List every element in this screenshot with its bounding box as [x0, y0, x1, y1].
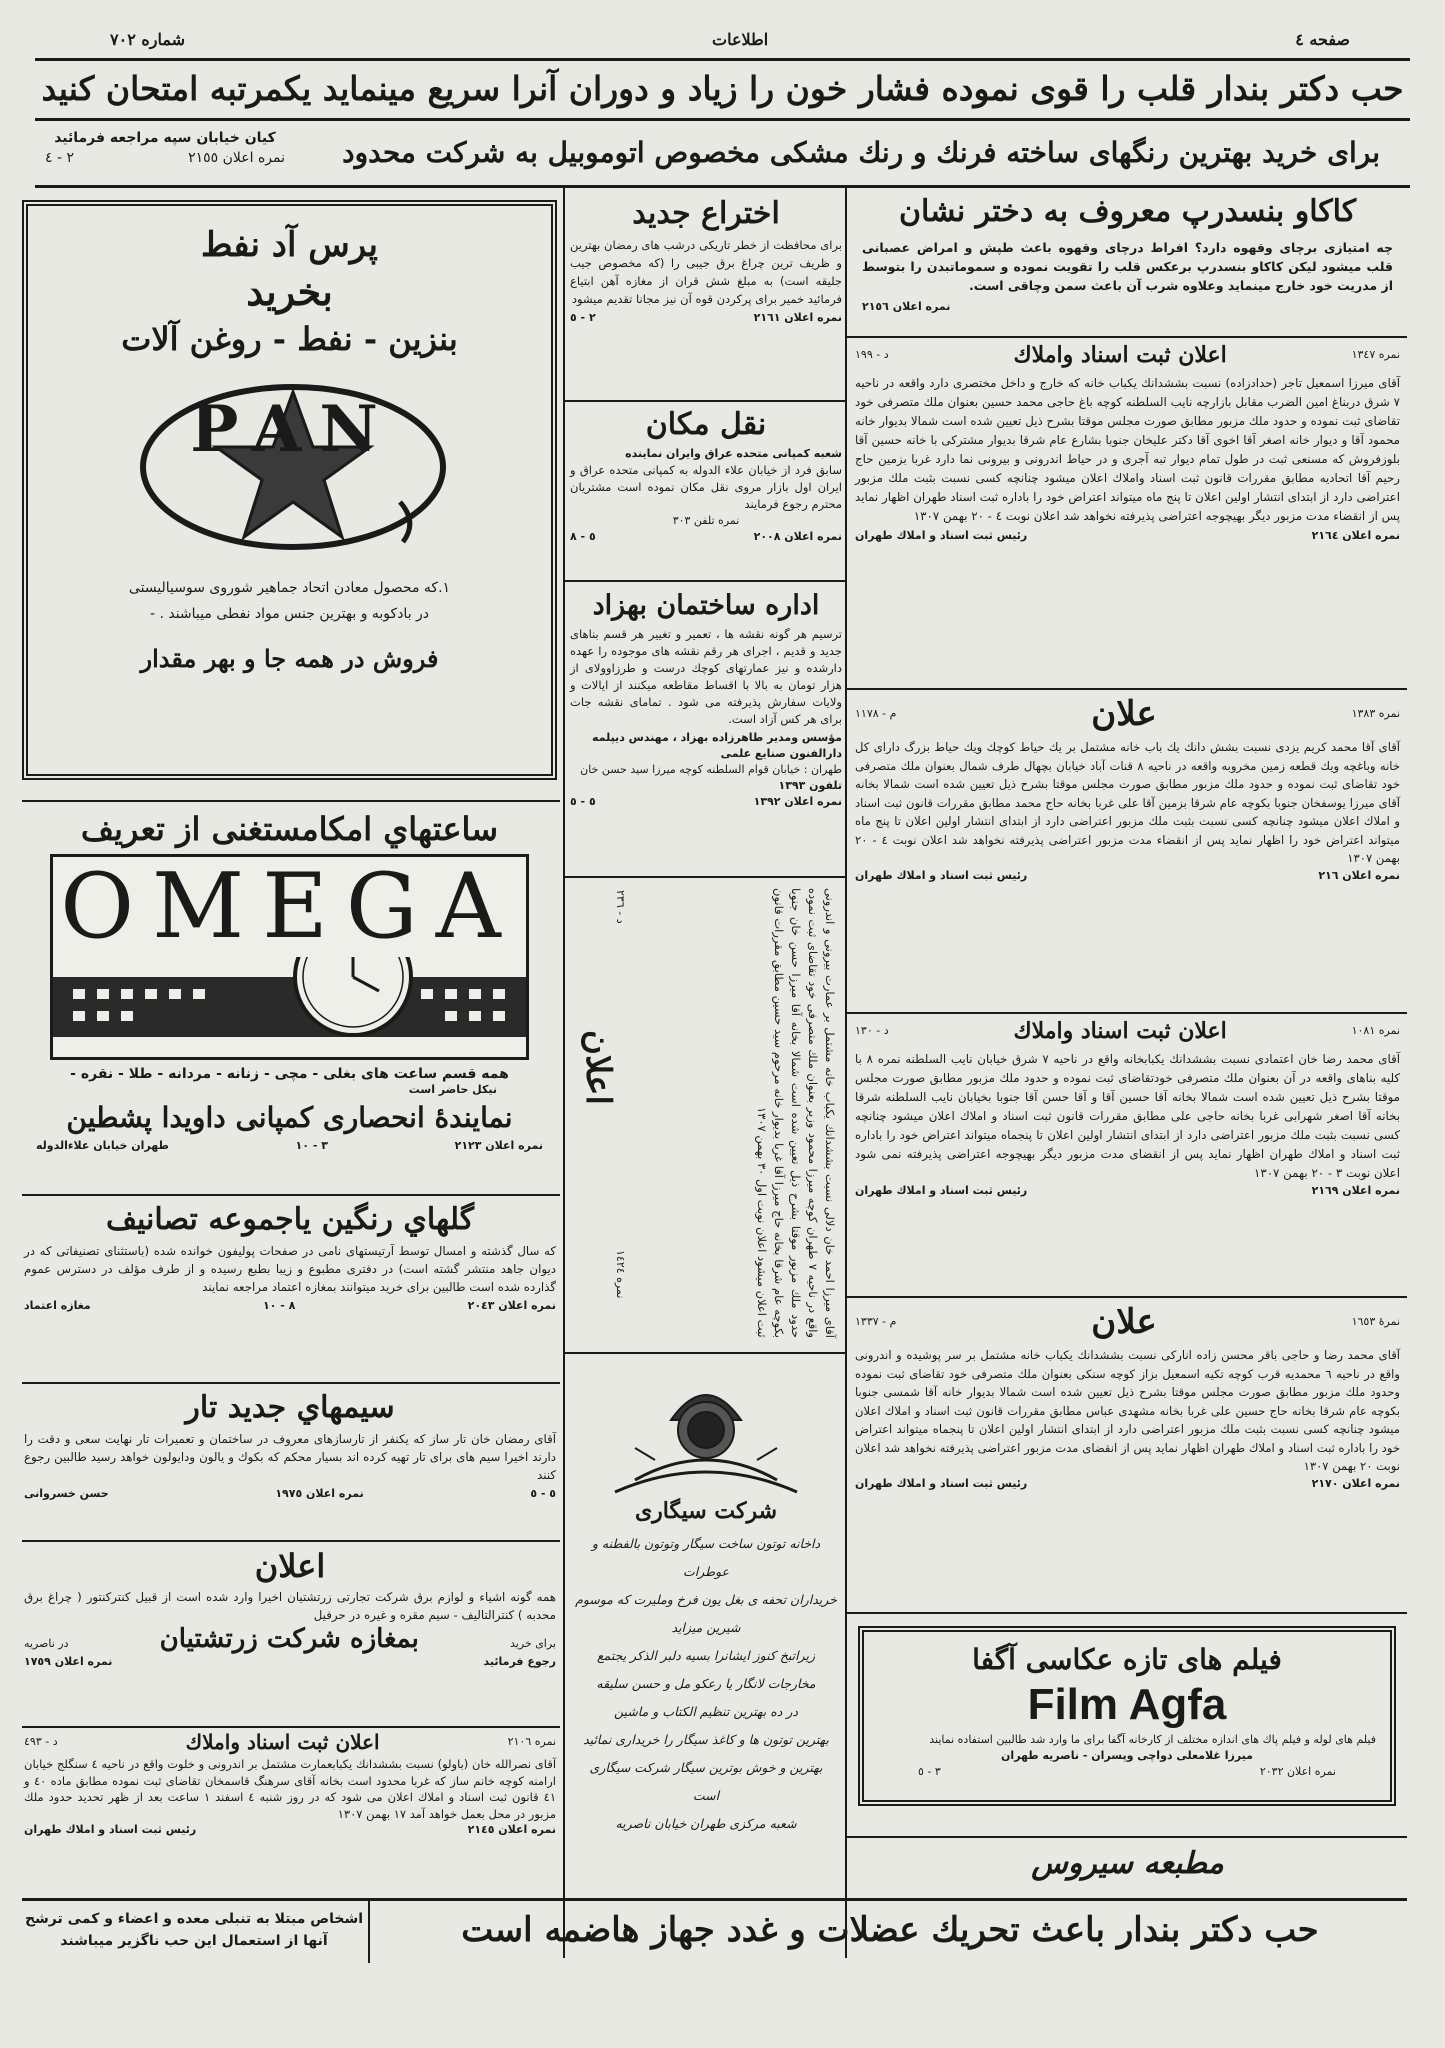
bottom-banner: حب دكتر بندار باعث تحريك عضلات و غدد جهاز هاضمه است	[461, 1910, 1319, 1950]
behzad-adno: نمره اعلان ١٣٩٢	[753, 795, 842, 808]
elan-1653-head	[855, 1302, 1400, 1342]
move-foot	[570, 529, 842, 545]
bottom-side-note	[24, 1908, 364, 1952]
top-banner: حب دكتر بندار قلب را قوى نموده فشار خون را زياد و دوران آنرا سريع مينمايد يكمرتبه امتحان كنيد	[41, 69, 1404, 108]
agfa-adno: نمره اعلان ٢٠٣٢	[1259, 1765, 1336, 1778]
registry-1081-foot	[855, 1183, 1400, 1199]
pan-line-2: بخريد	[246, 269, 333, 314]
omega-banner	[50, 854, 529, 1060]
sigari-line: بهترين و خوش بوترين سيگار شركت سيگارى است	[589, 1760, 823, 1803]
elan-1383-no: نمره ١٣٨٣	[1351, 707, 1400, 720]
zartoshtian-shop: بمغازه شركت زرتشتيان	[159, 1624, 419, 1654]
newspaper-name: اطلاعات	[712, 30, 769, 49]
elan-1383-foot	[855, 868, 1400, 884]
sigari-line: مخارجات لانگار يا رعكو مل و حسن سليقه	[596, 1676, 816, 1691]
registry-1347-code: د - ١٩٩	[855, 348, 889, 361]
agfa-body: فيلم هاى لوله و فيلم پاك هاى اندازه مختلف از كارخانه آگفا براى ما وارد شد طالبين استفاده نمايند	[929, 1733, 1376, 1746]
registry-2106-foot	[24, 1822, 556, 1838]
invention-run: ٢ - ٥	[570, 311, 596, 324]
registry-1081-code: د - ١٣٠	[855, 1024, 889, 1037]
agfa-seller: ميرزا غلامعلى دواچى وپسران - ناصريه طهران	[1001, 1749, 1253, 1762]
flowers-foot	[24, 1298, 556, 1314]
omega-ad	[22, 806, 557, 1154]
omega-agent: نمايندهٔ انحصارى كمپانى داويدا پشطين	[66, 1101, 513, 1134]
omega-factory-icon	[53, 957, 526, 1053]
col-rule-2	[845, 188, 847, 1958]
agfa-headline: فيلم هاى تازه عكاسى آگفا	[972, 1643, 1282, 1676]
flowers-ad	[24, 1198, 556, 1314]
sigari-lines	[575, 1530, 837, 1838]
agfa-ad	[858, 1626, 1396, 1806]
registry-1347-no: نمره ١٣٤٧	[1351, 348, 1400, 361]
move-title: نقل مكان	[645, 407, 767, 442]
elan-1653	[855, 1302, 1400, 1492]
rule-l2	[22, 1194, 560, 1196]
move-subtitle: شعبه كمپانى متحده عراق وايران نماينده	[625, 447, 842, 460]
rule-m2	[565, 580, 845, 582]
omega-address: طهران خيابان علاءالدوله	[36, 1139, 169, 1152]
registry-1347-foot	[855, 528, 1400, 544]
printer-name: مطبعه سيروس	[1031, 1846, 1224, 1881]
rule-l1	[22, 800, 560, 802]
vertical-ad-no: نمره ١٤٢٤	[614, 1250, 627, 1299]
registry-ad-1347	[855, 342, 1400, 544]
registry-1081-head	[855, 1018, 1400, 1044]
zartoshtian-shop-row	[24, 1624, 556, 1654]
registry-1347-title: اعلان ثبت اسناد واملاك	[1013, 342, 1227, 368]
second-banner-adno: نمره اعلان ٢١٥٥	[188, 150, 285, 166]
omega-nickel: نيكل حاضر است	[408, 1083, 497, 1096]
bottom-divider	[368, 1901, 370, 1963]
vertical-ad-body: آقاى ميرزا احمد خان دلالى نسبت بششدانك يكباب خانه مشتمل بر عمارت بيرونى و اندرونى واقع در ناحيه ٧ طهران كوچه ميرزا محمود وزير بعنوان ملك متصرفى خود تقاضاى ثبت نموده حدود ملك مزبور موقتا بشرح ذيل تعيين شده است شمالا بخانه آقا ميرزا حسن خان جنوبا بكوچه عام شرقا بخانه حاج ميرزا آقا غربا بديوار خانه مرحوم سيد حسين مطابق مقررات قانون ثبت اعلان ميشود اعلان نوبت اول ٣٠ بهمن ١٣٠٧	[755, 888, 837, 1338]
sigari-ad	[575, 1360, 837, 1950]
col-rule-1	[563, 188, 565, 1958]
registry-2106-title: اعلان ثبت اسناد واملاك	[185, 1730, 380, 1754]
behzad-ad	[570, 586, 842, 810]
pan-caption-2: در بادكوبه و بهترين جنس مواد نفطى ميباشند . -	[149, 606, 430, 622]
registry-1347-body: آقاى ميرزا اسمعيل تاجر (حدادزاده) نسبت بششدانك يكباب خانه كه خارج و داخل مختصرى دارد واقعه در ناحيه ٧ شرق دربناغ امين الضرب مقابل بازارچه نايب السلطنه كوچه باغ حاجى محمد حسين بعنوان ملك متصرفى خود تقاضاى ثبت نموده و حدود ملك مزبور مطابق صورت مجلس موقتا بشرح ذيل تعيين شده است شمالا بديوار خانه محمود آقا و ديوار خانه اصغر آقا اخوى آقا دكتر عليخان جنوبا بشارع عام شرقا بديوار مشتركى با خانه حسين آقا بلوزفروش كه مسنعى ثبت در طول تمام ديوار تبه آجرى و در حياط اندرونى و بيرونى نما دارد غربا بزمين حاج رحيم آقا اتحاديه مطابق مقررات قانون ثبت اسناد واملاك اعلان ميشود چنانچه كسى نسبت بثبت ملك مزبور اعتراضى دارد از ابتداى انتشار اولين اعلان تا پنج ماه ميتواند اعتراض خود را باداره ثبت اسناد طهران اظهار نمايد پس از انقضاء مدت مزبور ديگر بهيچوجه اعتراضى پذيرفته نخواهد شد اعلان نوبت ٤ - ٢٠ بهمن ١٣٠٧	[855, 376, 1400, 523]
elan-1383-signature: رئيس ثبت اسناد و املاك طهران	[855, 868, 1028, 882]
sigari-line: بهترين توتون ها و كاغذ سيگار را خريدارى نمائيد	[583, 1732, 829, 1747]
rule-r1	[847, 336, 1407, 338]
sigari-emblem-text: شركت سيگارى	[634, 1498, 778, 1524]
tar-foot	[24, 1486, 556, 1502]
tar-ad	[24, 1386, 556, 1502]
registry-1081-no: نمره ١٠٨١	[1351, 1024, 1400, 1037]
elan-1653-signature: رئيس ثبت اسناد و املاك طهران	[855, 1476, 1028, 1490]
omega-adno: نمره اعلان ٢١٢٣	[454, 1139, 543, 1152]
tar-signer: حسن خسروانى	[24, 1487, 109, 1500]
flowers-run: ٨ - ١٠	[262, 1299, 296, 1312]
pan-logo-text: PAN	[190, 392, 396, 467]
second-banner-run: ٢ - ٤	[45, 150, 75, 166]
pan-line-1: پرس آد نفط	[201, 225, 378, 265]
elan-1653-code: م - ١٣٣٧	[855, 1315, 897, 1328]
rule-r2	[847, 688, 1407, 690]
invention-ad	[570, 192, 842, 326]
flowers-shop: مغازه اعتماد	[24, 1299, 91, 1312]
pan-footer: فروش در همه جا و بهر مقدار	[140, 644, 439, 673]
omega-types: همه قسم ساعت هاى بغلى - مچى - زنانه - مردانه - طلا - نقره -	[70, 1066, 509, 1082]
behzad-body: ترسيم هر گونه نقشه ها ، تعمير و تغيير هر قسم بناهاى جديد و قديم ، اجراى هر رقم نقشه هاى موجوده را عهده دارشده و نيز عمارتهاى كوچك درست و طرزاوولاى از هزار تومان به بالا با اقساط مقاطعه ميكنند از ايالات و ولايات سفارش پذيرفته مى شود . تماماى نقشه جات براى هر كس آزاد است.	[570, 627, 842, 726]
behzad-address: طهران : خيابان قوام السلطنه كوچه ميرزا سيد حسن خان	[580, 763, 842, 776]
elan-1653-no: نمرهٔ ١٦٥٣	[1351, 1315, 1400, 1328]
second-banner-meta-row	[45, 148, 285, 168]
elan-1383-body: آقاى آقا محمد كريم يزدى نسبت بشش دانك يك باب خانه مشتمل بر يك حياط كوچك ويك حياط بزرگ دارای كل خانه وباغچه ويك قطعه زمين مخروبه واقعه در ناحيه ٨ قنات آباد خيابان بچهال طرف شمال بعنوان ملك متصرفى خود تقاضاى ثبت نموده و حدود ملك مزبور مطابق صورت مجلس موقتا بشرح ذيل تعيين شده است شمالا بخانه آقاى ميرزا يوسفخان جنوبا بكوچه عام شرقا بزمين آقا على غربا بخانه حاج محمد مطابق مقررات قانون ثبت اسناد و املاك اعلان ميشود چنانچه كسى نسبت بثبت ملك مزبور اعتراضى دارد از ابتداى انتشار اولين اعلان تا پنج ماه ميتواند اعتراض خود را اظهار نمايد پس از انقضاء مدت مزبور اعتراضى پذيرفته نخواهد شد اعلان نوبت ٤ - ٢٠ بهمن ١٣٠٧	[855, 740, 1400, 865]
registry-1347-signature: رئيس ثبت اسناد و املاك طهران	[855, 529, 1028, 542]
elan-1653-body: آقاى محمد رضا و حاجى باقر محسن زاده انارکی نسبت بششدانك يكباب خانه مشتمل بر سر پوشيده و اندرونى واقع در ناحيه ٦ محمديه قرب كوچه تكيه اسمعيل بزاز كوچه سنكى بعنوان ملك متصرفى خود تقاضاى ثبت نموده وحدود ملك مزبور مطابق صورت مجلس موقتا بشرح ذيل تعيين شده است شمالا بديوار خانه آقا شمسى جنوبا بكوچه عام شرقا بخانه حاج حسين على غربا بخانه مشهدى عباس مطابق مقررات قانون ثبت اسناد و املاك اعلان ميشود چنانچه كسى نسبت بثبت ملك مزبور اعتراضى دارد از ابتداى انتشار اولين اعلان تا پنجماه ميتواند اعتراض خود را باداره ثبت اسناد و املاك طهران اظهار نمايد پس از انقضاى مدت مزبور اعتراضى پذيرفته نخواهد شد اعلان نوبت ٢٠ بهمن ١٣٠٧	[855, 1348, 1400, 1473]
rule-r3	[847, 1012, 1407, 1014]
move-adno: نمره اعلان ٢٠٠٨	[753, 530, 842, 543]
registry-ad-1081	[855, 1018, 1400, 1199]
move-ad	[570, 404, 842, 545]
agfa-foot	[878, 1764, 1376, 1780]
tar-body: آقاى رمضان خان تار ساز كه يكنفر از تارسازهاى معروف در ساختمان و تعميرات تار نهايت سعى و دقت را دارند اخيرا سيم هاى براى تار تهيه كرده اند بسيار محكم كه بكوك و يالون ودايولون خواهد رسيد طالبين رجوع كنند	[24, 1432, 556, 1482]
omega-brand: OMEGA	[60, 854, 519, 959]
cacao-ad	[850, 190, 1405, 315]
sigari-line: داخانه توتون ساخت سيگار وتوتون بالفطنه و عوطرات	[591, 1536, 821, 1579]
second-banner: براى خريد بهترين رنگهاى ساخته فرنك و رنك مشكى مخصوص اتوموبيل به شركت محدود	[342, 136, 1380, 169]
zartoshtian-adno: نمره اعلان ١٧٥٩	[24, 1655, 113, 1668]
banner-rule-2	[35, 185, 1410, 188]
invention-foot	[570, 310, 842, 326]
zartoshtian-ad	[24, 1544, 556, 1670]
omega-foot	[22, 1138, 557, 1154]
invention-adno: نمره اعلان ٢١٦١	[753, 311, 842, 324]
rule-m3	[565, 876, 845, 878]
tar-adno: نمره اعلان ١٩٧٥	[275, 1487, 364, 1500]
rule-m1	[565, 400, 845, 402]
sigari-line: شعبه مركزى طهران خيابان ناصريه	[615, 1816, 797, 1831]
vertical-ad-code: د - ٢٣٦	[614, 890, 627, 924]
sigari-line: در ده بهترين تنظيم الكتاب و ماشين	[614, 1704, 798, 1719]
zartoshtian-foot	[24, 1654, 556, 1670]
registry-2106-body: آقاى نصرالله خان (باولو) نسبت بششدانك يكبابعمارت مشتمل بر اندرونى و خلوت واقع در ناحيه ٤ سنگلج خيابان ارامنه كوچه خانم ساز كه غربا محدود است بخانه آقاى سرهنگ قاسمخان تقاضاى ثبت نموده مطابق ماده ٤٠ و ٤١ قانون ثبت اسناد و املاك اعلان مى شود كه در روز شنبه ٤ اسفند ١ ساعت بعد از ظهر تحديد حدود ملك مزبور در محل بعمل خواهد آمد ١٧ بهمن ١٣٠٧	[24, 1757, 557, 1821]
registry-2106-no: نمره ٢١٠٦	[507, 1735, 556, 1748]
tar-run: ٥ - ٥	[530, 1487, 556, 1500]
second-banner-meta	[45, 128, 285, 168]
registry-1081-title: اعلان ثبت اسناد واملاك	[1013, 1018, 1227, 1044]
page-number: صفحه ٤	[1295, 30, 1350, 49]
cacao-title: كاكاو بنسدرپ معروف به دختر نشان	[898, 194, 1357, 229]
elan-1653-title: علان	[1091, 1302, 1157, 1342]
crown-emblem-icon	[575, 1360, 837, 1500]
omega-headline: ساعتهاي امكامستغنى از تعريف	[80, 810, 499, 848]
sigari-line: خريداران تحفه ى بغل يون فرخ ومليرت كه موسوم شيرين ميزايد	[575, 1592, 837, 1635]
vertical-ad-title: اعلان	[578, 1030, 618, 1105]
registry-1081-adno: نمره اعلان ٢١٦٩	[1311, 1184, 1400, 1197]
registry-2106-head	[24, 1730, 556, 1754]
zartoshtian-suffix: در ناصريه	[24, 1637, 69, 1650]
page-header	[110, 30, 1350, 49]
rule-m4	[565, 1352, 845, 1354]
omega-run: ٣ - ١٠	[295, 1139, 328, 1152]
behzad-run: ٥ - ٥	[570, 795, 596, 808]
registry-1081-signature: رئيس ثبت اسناد و املاك طهران	[855, 1184, 1028, 1197]
registry-2106-adno: نمره اعلان ٢١٤٥	[467, 1823, 556, 1836]
move-run: ٥ - ٨	[570, 530, 596, 543]
registry-1347-adno: نمره اعلان ٢١٦٤	[1311, 529, 1400, 542]
flowers-adno: نمره اعلان ٢٠٤٣	[467, 1299, 556, 1312]
elan-1383-head	[855, 694, 1400, 734]
pan-ad	[22, 200, 557, 780]
rule-r5	[847, 1612, 1407, 1614]
behzad-owner: مؤسس ومدير طاهرزاده بهزاد ، مهندس ديپلمه دارالفنون صنايع علمى	[592, 731, 842, 760]
pan-caption-1: ١.كه محصول معادن اتحاد جماهير شوروى سوسياليستى	[128, 580, 451, 596]
move-phone: نمره تلفن ٣٠٣	[672, 514, 740, 527]
registry-2106-signature: رئيس ثبت اسناد و املاك طهران	[24, 1823, 197, 1836]
behzad-title: اداره ساختمان بهزاد	[592, 590, 820, 621]
behzad-phone: تلفون ١٣٩٣	[778, 779, 842, 792]
flowers-body: كه سال گذشته و امسال توسط آرتيستهاى نامى در صفحات پولیفون خوانده شده (باستثناى تصنيفاتى كه در ديوان جاهد منتشر گشته است) در دفترى مطبوع و زيبا بطبع رسيده و از طرف مؤلف در دسترس عموم گذارده شده است طالبين براى خريد ميتوانند بمغازه اعتماد مراجعه نمايند	[24, 1244, 556, 1294]
elan-1383-title: علان	[1091, 694, 1157, 734]
pan-logo	[48, 372, 531, 562]
agfa-run: ٣ - ٥	[918, 1765, 941, 1778]
elan-1653-foot	[855, 1476, 1400, 1492]
elan-1383-adno: نمره اعلان ٢١٦	[1318, 868, 1400, 882]
rule-r4	[847, 1296, 1407, 1298]
zartoshtian-prefix: براى خريد	[510, 1637, 556, 1650]
bottom-note-2: آنها از استعمال اين حب ناگزير ميباشند	[60, 1933, 328, 1949]
rule-l3	[22, 1382, 560, 1384]
registry-1347-head	[855, 342, 1400, 368]
second-banner-address: كيان خيابان سپه مراجعه فرمائيد	[54, 130, 276, 146]
registry-2106-code: د - ٤٩٣	[24, 1735, 58, 1748]
flowers-title: گلهاي رنگين ياجموعه تصانيف	[105, 1202, 475, 1237]
zartoshtian-title: اعلان	[254, 1547, 326, 1585]
zartoshtian-note: رجوع فرمائيد	[483, 1655, 556, 1668]
invention-body: براى محافظت از خطر تاريكى درشب هاى رمضان بهترين و ظريف ترين چراغ برق جيبى را (كه مخصوص جيب جليقه است) به مبلغ شش قران از مغازه آهن ابتياع فرمائيد خمير براى پركردن قوه آن نيز مجانا تقديم ميشود	[570, 238, 842, 306]
registry-ad-2106	[24, 1730, 556, 1838]
issue-number: شماره ٧٠٢	[110, 30, 185, 49]
invention-title: اختراع جديد	[632, 196, 780, 231]
header-rule	[35, 58, 1410, 61]
behzad-foot	[570, 794, 842, 810]
pan-line-3: بنزين - نفط - روغن آلات	[121, 320, 458, 358]
sigari-line: زيراتبخ كنوز ايشانرا بسيه دلبر الذكر يجتمع	[596, 1648, 816, 1663]
elan-1383-code: م - ١١٧٨	[855, 707, 897, 720]
cacao-body: چه امتيازى برچاى وقهوه دارد؟ افراط درچاى وقهوه باعث طپش و امراض عصبانى قلب ميشود ليكن كاكاو بنسدرپ برعكس قلب را تقويت نموده و سموماتبدن را بتوسط از مدريت خود خارج مينمايد وعلاوه شرب آن باعث سمن وچاقى است.	[862, 240, 1393, 293]
bottom-note-1: اشخاص مبتلا به تنبلى معده و اعضاء و كمى ترشح	[24, 1911, 364, 1927]
zartoshtian-body: همه گونه اشياء و لوازم برق شركت تجارتى زرتشتيان اخيرا وارد شده است از قبيل كنتركنتور ( چراغ برق محدبه ) كنترالتاليف - سيم مقره و غيره در حرفيل	[24, 1590, 556, 1622]
rule-l4	[22, 1540, 560, 1542]
bottom-rule	[22, 1898, 1407, 1901]
elan-1653-adno: نمره اعلان ٢١٧٠	[1311, 1476, 1400, 1490]
tar-title: سيمهاي جديد تار	[185, 1390, 395, 1425]
rule-l5	[22, 1726, 560, 1728]
registry-1081-body: آقاى محمد رضا خان اعتمادى نسبت بششدانك يكبابخانه واقع در ناحيه ٧ شرق خيابان نايب السلطنه نمره ٨ با كليه بناهاى واقعه در آن بعنوان ملك متصرفى خودتقاضاى ثبت نموده و حدود ملك مزبور مطابق صورت مجلس موقتا بشرح ذيل تعيين شده است شمالا بخانه آقا حسين آقا و آقا حسن آقا جنوبا بخيابان نايب السلطنه شرقا بخانه آقا اصغر شهرابى غربا بخانه حاجى علی مطابق مقررات قانون ثبت اسناد و املاك اعلان ميشود چنانچه كسى نسبت بثبت ملك مزبور اعتراضى دارد از ابتداى انتشار اولين اعلان تا پنجماه ميتواند اعتراض خود را باداره ثبت اسناد و املاك طهران اظهار نمايد پس از انقضاى مدت مزبور ديگر بهيچوجه اعتراضى پذيرفته نمى شود اعلان نوبت ٣ - ٢٠ بهمن ١٣٠٧	[855, 1052, 1400, 1180]
elan-1383	[855, 694, 1400, 884]
agfa-brand: Film Agfa	[1027, 1680, 1227, 1729]
banner-rule	[35, 118, 1410, 121]
move-body: سابق فرد از خيابان علاء الدوله به كمپانى متحده عراق و ايران اول بازار مروى نقل مكان نموده است مشتريان محترم رجوع فرمايند	[570, 463, 842, 511]
cacao-adno: نمره اعلان ٢١٥٦	[862, 300, 951, 313]
rule-r6	[847, 1836, 1407, 1838]
vertical-ad	[568, 880, 842, 1350]
